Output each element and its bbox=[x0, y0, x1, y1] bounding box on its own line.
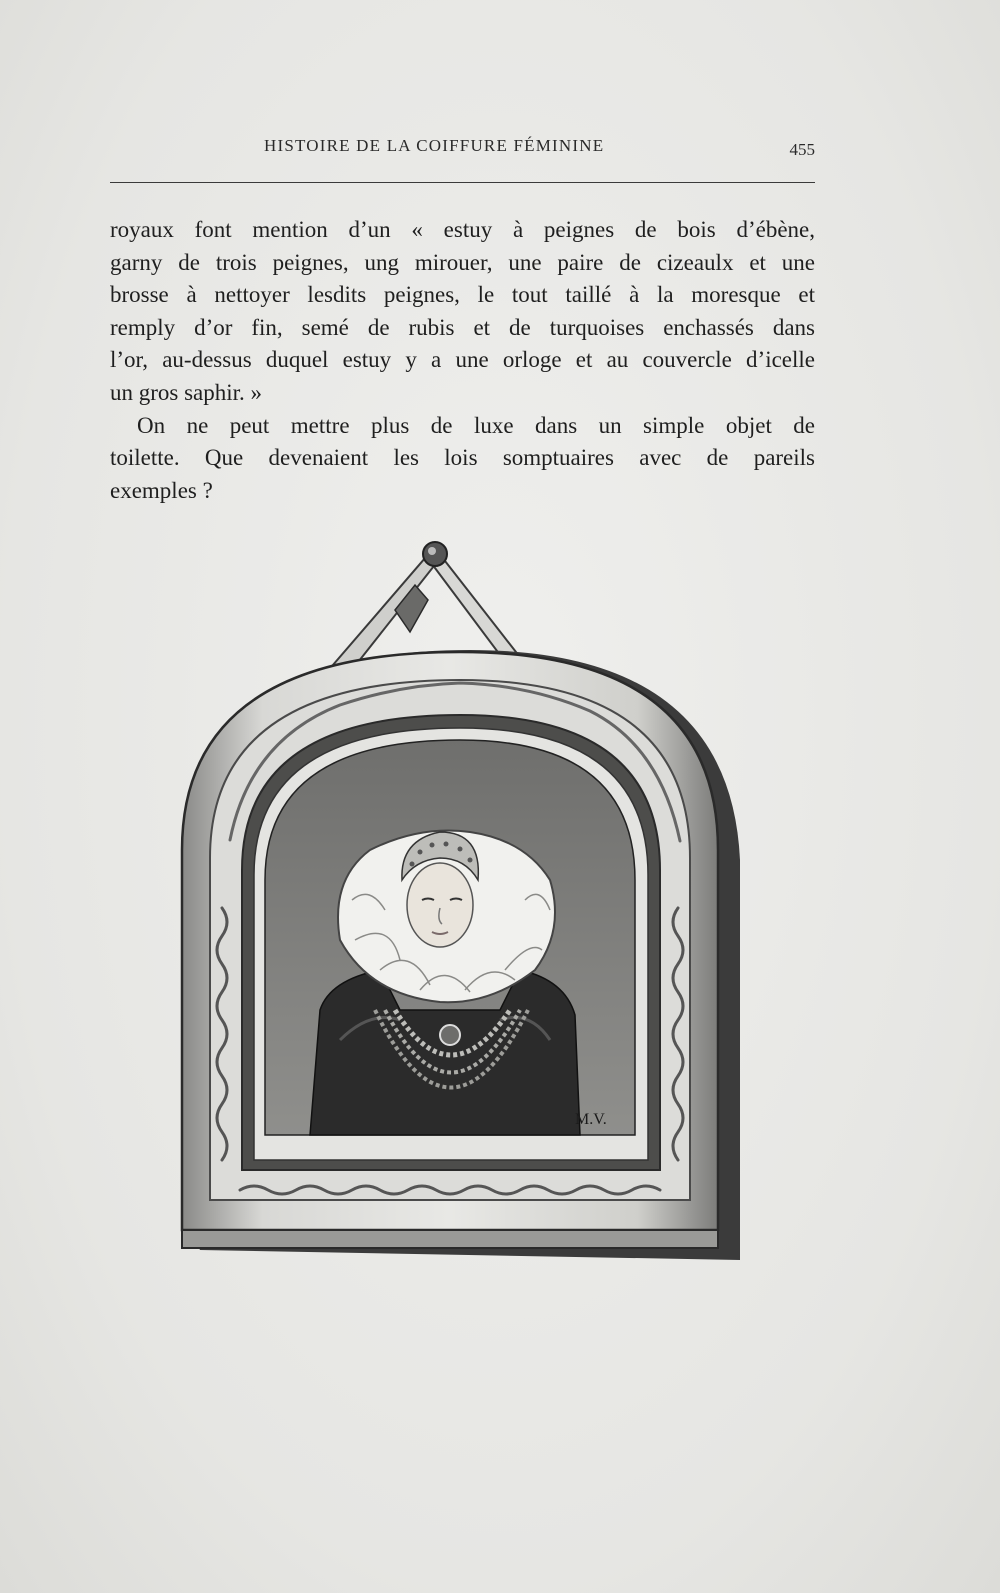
text-line: l’or, au-dessus duquel estuy y a une orloge et au couvercle d’icelle bbox=[110, 347, 815, 373]
framed-portrait-illustration bbox=[170, 540, 770, 1290]
text-line: On ne peut mettre plus de luxe dans un simple objet de bbox=[137, 412, 815, 438]
body-text bbox=[110, 214, 815, 507]
header-rule bbox=[110, 182, 815, 183]
running-title: HISTOIRE DE LA COIFFURE FÉMININE bbox=[264, 136, 605, 155]
text-line: un gros saphir. » bbox=[110, 379, 263, 405]
text-line: royaux font mention d’un « estuy à peignes de bois d’ébène, bbox=[110, 217, 815, 242]
text-line: toilette. Que devenaient les lois somptuaires avec de pareils bbox=[110, 445, 815, 471]
frame-base bbox=[182, 1230, 718, 1248]
artist-signature: M.V. bbox=[575, 1111, 607, 1128]
page-number: 455 bbox=[789, 140, 815, 159]
text-line: remply d’or fin, semé de rubis et de turquoises enchassés dans bbox=[110, 314, 815, 340]
text-line: brosse à nettoyer lesdits peignes, le tout taillé à la moresque et bbox=[110, 282, 815, 308]
portrait-frame-drawing bbox=[170, 540, 770, 1290]
portrait-figure bbox=[310, 830, 580, 1135]
text-line: garny de trois peignes, ung mirouer, une paire de cizeaulx et une bbox=[110, 249, 815, 275]
text-line: exemples ? bbox=[110, 477, 213, 503]
running-head bbox=[110, 136, 815, 166]
